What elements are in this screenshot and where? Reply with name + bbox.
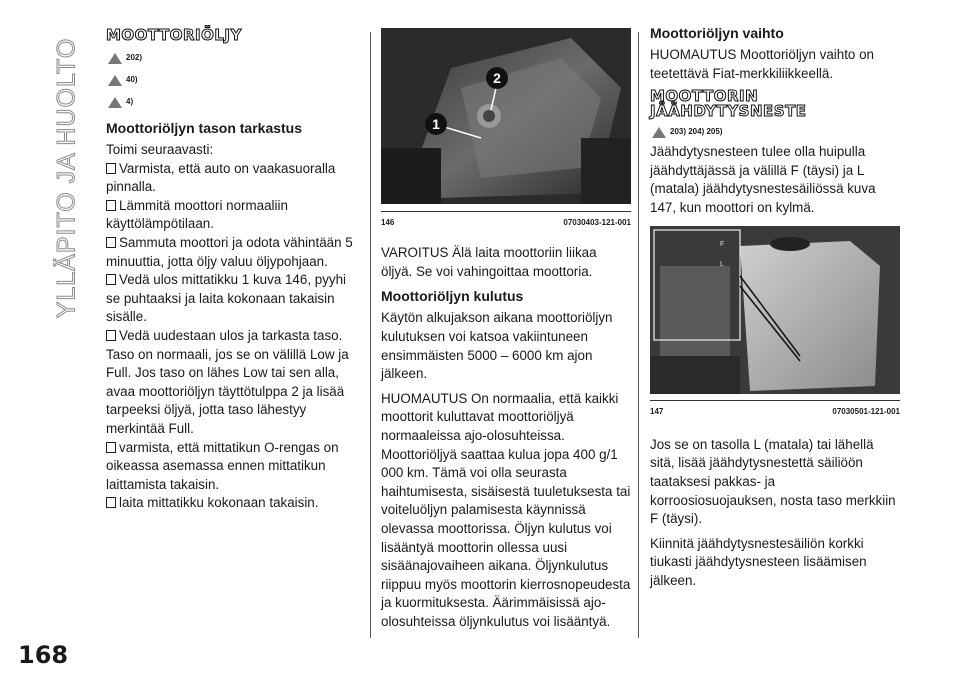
- subheading-consumption: Moottoriöljyn kulutus: [381, 288, 524, 305]
- bullet-icon: [106, 497, 116, 508]
- figure-code: 07030403-121-001: [563, 217, 631, 227]
- level-mark-l: L: [720, 260, 724, 268]
- warning-icon: [108, 53, 122, 64]
- section-heading-oil: MOOTTORIÖLJY: [106, 26, 242, 44]
- figure-caption: [650, 403, 900, 422]
- page-number: 168: [18, 641, 69, 669]
- figure-number: 146: [381, 217, 395, 227]
- step-item: Lämmitä moottori normaaliin käyttölämpötilaan.: [106, 197, 288, 232]
- paragraph: HUOMAUTUS On normaalia, että kaikki moottorit kuluttavat moottoriöljyä normaaleissa ajo-olosuhteissa. Moottoriöljyä saattaa kulua jopa 400 g/1 000 km. Tämä voi olla seurasta haihtumisesta, sisäisestä tuuletuksesta tai voiteluöljyn palamisesta käynnissä olevassa moottorissa. Öljyn kulutus voi lisääntyä moottorin ollessa uusi sisäänajovaiheen aikana. Öljynkulutus riippuu myös moottorin kierrosnopeudesta ja kuormituksesta. Äärimmäisissä ajo-olosuhteissa öljynkulutus voi lisääntyä.: [381, 390, 631, 629]
- bullet-icon: [106, 442, 116, 453]
- warning-icon: [108, 97, 122, 108]
- paragraph: Kiinnitä jäähdytysnestesäiliön korkki tiukasti jäähdytysnesteen lisäämisen jälkeen.: [650, 535, 867, 588]
- section-title: YLLÄPITO JA HUOLTO: [52, 37, 81, 319]
- warning-ref: 202): [106, 47, 356, 69]
- callout-1: 1: [432, 116, 440, 132]
- column-oil: [106, 28, 356, 513]
- column-divider: [370, 32, 371, 638]
- column-coolant: [650, 25, 900, 597]
- engine-photo: [381, 28, 631, 204]
- warning-icon: [108, 75, 122, 86]
- warning-ref: 4): [106, 91, 356, 113]
- figure-146: [381, 28, 631, 232]
- warning-icon: [652, 127, 666, 138]
- paragraph: Käytön alkujakson aikana moottoriöljyn kulutuksen voi katsoa vakiintuneen ensimmäisten 5000 – 6000 km ajon jälkeen.: [381, 310, 613, 382]
- paragraph: Jos se on tasolla L (matala) tai lähellä sitä, lisää jäähdytysnestettä säiliöön taataksesi pakkas- ja korroosiosuojauksen, nosta taso merkkiin F (täysi).: [650, 436, 896, 527]
- warning-ref: 203) 204) 205): [650, 121, 900, 143]
- bullet-icon: [106, 237, 116, 248]
- figure-rule: [650, 400, 900, 401]
- step-item: Sammuta moottori ja odota vähintään 5 minuuttia, jotta öljy valuu öljypohjaan.: [106, 234, 353, 269]
- figure-number: 147: [650, 407, 664, 417]
- intro-text: Toimi seuraavasti:: [106, 142, 214, 157]
- bullet-icon: [106, 200, 116, 211]
- level-mark-f: F: [720, 240, 725, 248]
- caution-text: VAROITUS Älä laita moottoriin liikaa öljyä. Se voi vahingoittaa moottoria.: [381, 245, 597, 279]
- figure-code: 07030501-121-001: [832, 407, 900, 417]
- step-item: Vedä uudestaan ulos ja tarkasta taso. Taso on normaali, jos se on välillä Low ja Full. Jos taso on lähes Low tai sen alla, avaa moottoriöljyn täyttötulppa 2 ja lisää tarpeeksi öljyä, jotta taso lähestyy merkintää Full.: [106, 327, 349, 436]
- subheading-level-check: Moottoriöljyn tason tarkastus: [106, 120, 303, 136]
- note-text: HUOMAUTUS Moottoriöljyn vaihto on teetettävä Fiat-merkkiliikkeellä.: [650, 47, 874, 81]
- column-divider: [638, 32, 639, 638]
- figure-147: [650, 226, 900, 422]
- section-heading-coolant-2: JÄÄHDYTYSNESTE: [650, 102, 807, 121]
- figure-rule: [381, 211, 631, 212]
- paragraph: Jäähdytysnesteen tulee olla huipulla jäähdyttäjässä ja välillä F (täysi) ja L (matala) jäähdytysnestesäiliössä kuva 147, kun moottori on kylmä.: [650, 144, 876, 215]
- subheading-oil-change: Moottoriöljyn vaihto: [650, 25, 784, 41]
- step-item: varmista, että mittatikun O-rengas on oikeassa asemassa ennen mittatikun laittamista takaisin.: [106, 439, 339, 492]
- warning-ref: 40): [106, 69, 356, 91]
- step-item: Varmista, että auto on vaakasuoralla pinnalla.: [106, 160, 336, 195]
- section-sidebar: [44, 28, 90, 328]
- step-item: laita mittatikku kokonaan takaisin.: [106, 494, 356, 513]
- bullet-icon: [106, 163, 116, 174]
- callout-2: 2: [493, 70, 501, 86]
- step-item: Vedä ulos mittatikku 1 kuva 146, pyyhi se puhtaaksi ja laita kokonaan takaisin sisälle.: [106, 272, 347, 325]
- figure-caption: [381, 214, 631, 233]
- bullet-icon: [106, 274, 116, 285]
- section-heading-coolant: MOOTTORIN: [650, 87, 759, 106]
- column-consumption: [381, 28, 631, 637]
- bullet-icon: [106, 330, 116, 341]
- coolant-reservoir-photo: [650, 226, 900, 394]
